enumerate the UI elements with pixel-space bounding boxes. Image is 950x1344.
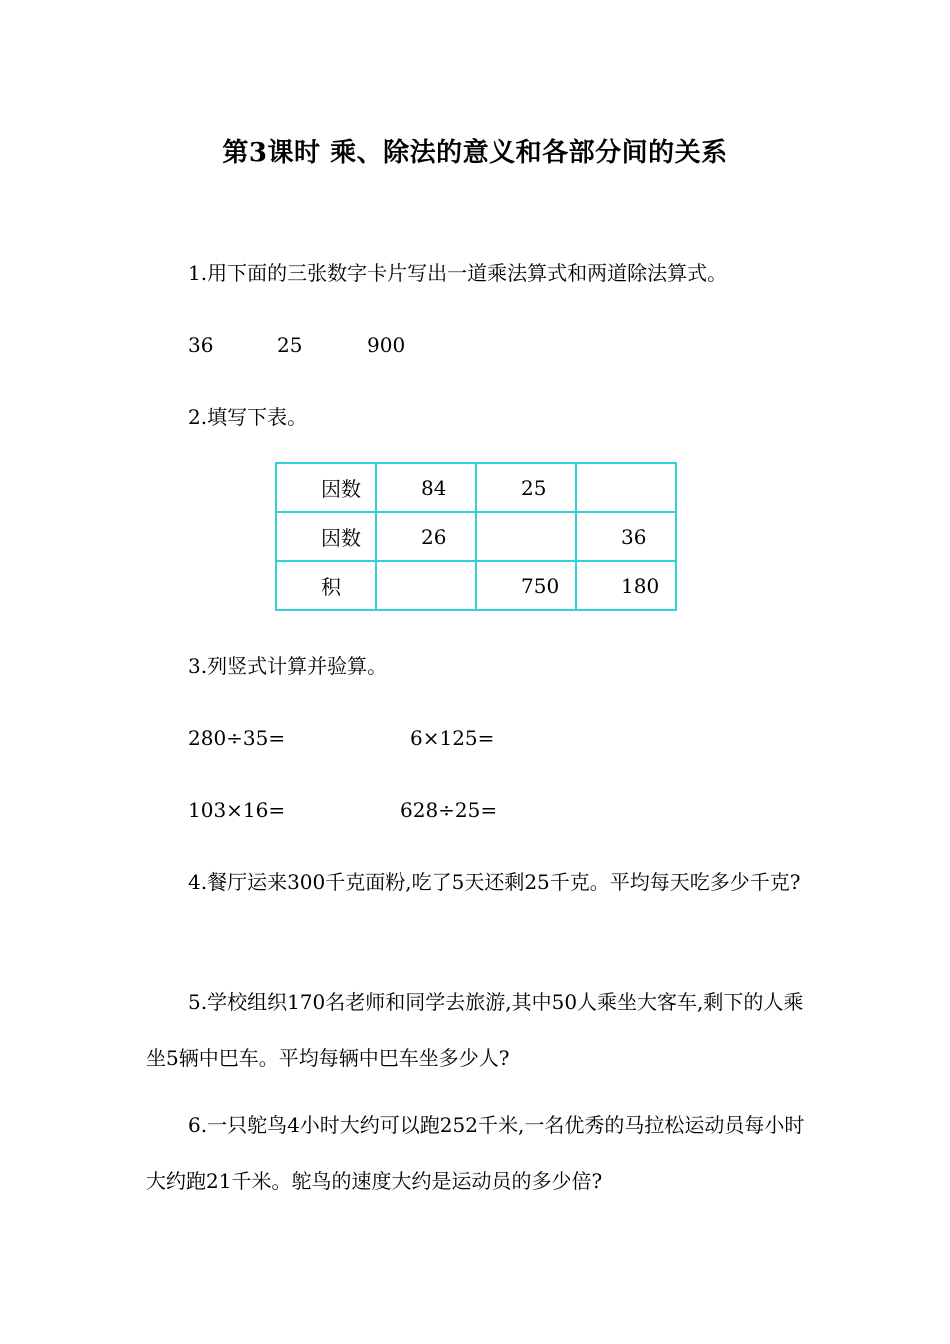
number-card-3: 900 (367, 333, 406, 357)
number-card-1: 36 (188, 333, 214, 357)
table-cell: 36 (576, 512, 676, 561)
question-3-text: 3.列竖式计算并验算。 (188, 654, 388, 678)
table-cell: 因数 (276, 512, 376, 561)
table-cell (576, 463, 676, 512)
question-2-text: 2.填写下表。 (188, 405, 308, 429)
table-cell: 750 (476, 561, 576, 610)
table-row (276, 463, 676, 512)
expression-3: 103×16= (188, 798, 286, 822)
table-cell: 积 (276, 561, 376, 610)
factor-product-table (275, 462, 677, 611)
table-row (276, 512, 676, 561)
number-card-2: 25 (277, 333, 303, 357)
table-cell: 25 (476, 463, 576, 512)
page-title: 第3课时 乘、除法的意义和各部分间的关系 (222, 138, 728, 168)
table-cell: 26 (376, 512, 476, 561)
table-cell (476, 512, 576, 561)
expression-1: 280÷35= (188, 726, 286, 750)
table-cell (376, 561, 476, 610)
table-cell: 因数 (276, 463, 376, 512)
expression-4: 628÷25= (400, 798, 498, 822)
table-cell: 180 (576, 561, 676, 610)
table-row (276, 561, 676, 610)
question-5-text: 5.学校组织170名老师和同学去旅游,其中50人乘坐大客车,剩下的人乘坐5辆中巴车。平均每辆中巴车坐多少人? (146, 990, 804, 1070)
question-6-text: 6.一只鸵鸟4小时大约可以跑252千米,一名优秀的马拉松运动员每小时大约跑21千米。鸵鸟的速度大约是运动员的多少倍? (146, 1113, 805, 1193)
question-1-text: 1.用下面的三张数字卡片写出一道乘法算式和两道除法算式。 (188, 261, 728, 285)
question-4-text: 4.餐厅运来300千克面粉,吃了5天还剩25千克。平均每天吃多少千克? (188, 870, 801, 894)
table-cell: 84 (376, 463, 476, 512)
expression-2: 6×125= (410, 726, 495, 750)
